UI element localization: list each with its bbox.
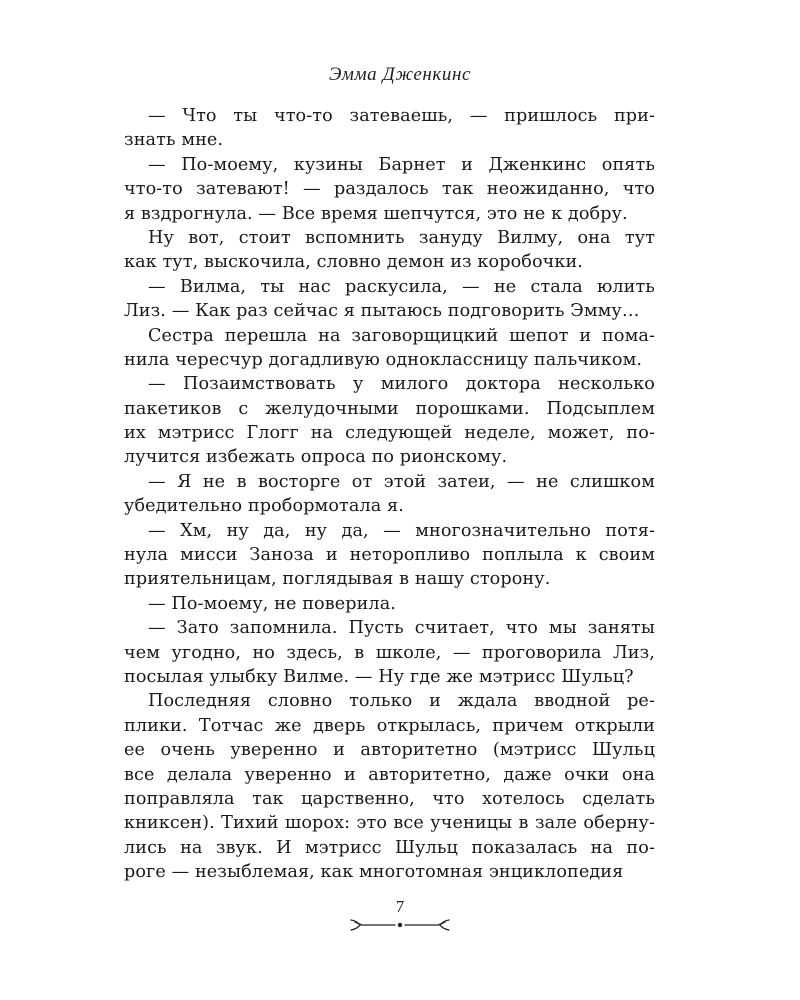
- text-line: я вздрогнула. — Все время шепчутся, это не к добру.: [124, 203, 628, 224]
- body-text: [124, 104, 655, 885]
- text-line: Лиз. — Как раз сейчас я пытаюсь подговорить Эмму…: [124, 301, 640, 322]
- text-line: — Зато запомнила. Пусть считает, что мы заняты: [148, 618, 655, 639]
- text-line: Последняя словно только и ждала вводной ре-: [148, 691, 655, 712]
- text-line: Ну вот, стоит вспомнить зануду Вилму, она тут: [148, 227, 655, 248]
- text-line: пакетиков с желудочными порошками. Подсыплем: [124, 398, 655, 419]
- text-line: — Что ты что-то затеваешь, — пришлось при-: [148, 106, 655, 126]
- text-line: убедительно пробормотала я.: [124, 496, 404, 517]
- vine-rule-icon: [348, 918, 452, 932]
- text-line: поправляла так царственно, что хотелось сделать: [124, 788, 655, 809]
- text-line: — По-моему, не поверила.: [148, 593, 396, 614]
- text-line: как тут, выскочила, словно демон из коробочки.: [124, 252, 584, 273]
- text-line: чем угодно, но здесь, в школе, — проговорила Лиз,: [124, 642, 655, 663]
- text-line: приятельницам, поглядывая в нашу сторону.: [124, 569, 551, 590]
- text-line: нила чересчур догадливую одноклассницу пальчиком.: [124, 349, 643, 370]
- text-line: что-то затевают! — раздалось так неожиданно, что: [124, 179, 655, 200]
- page-footer: [0, 898, 800, 932]
- text-line: книксен). Тихий шорох: это все ученицы в зале оберну-: [124, 813, 655, 834]
- text-line: лучится избежать опроса по рионскому.: [124, 447, 508, 468]
- text-line: — Я не в восторге от этой затеи, — не слишком: [148, 471, 655, 492]
- text-line: — Позаимствовать у милого доктора несколько: [148, 374, 655, 395]
- text-line: все делала уверенно и авторитетно, даже очки она: [124, 764, 655, 785]
- running-head: Эмма Дженкинс: [328, 64, 472, 85]
- text-line: посылая улыбку Вилме. — Ну где же мэтрисс Шульц?: [124, 666, 634, 687]
- text-line: — Хм, ну да, ну да, — многозначительно потя-: [148, 520, 655, 541]
- text-line: плики. Тотчас же дверь открылась, причем открыли: [124, 715, 655, 736]
- text-line: лись на звук. И мэтрисс Шульц показалась на по-: [124, 837, 655, 858]
- text-line: ее очень уверенно и авторитетно (мэтрисс Шульц: [124, 740, 655, 761]
- page-number: 7: [395, 897, 405, 916]
- text-line: нула мисси Заноза и неторопливо поплыла к своим: [124, 545, 655, 566]
- text-line: — Вилма, ты нас раскусила, — не стала юлить: [148, 276, 655, 297]
- text-line: их мэтрисс Глогг на следующей неделе, может, по-: [124, 423, 655, 444]
- text-line: роге — незыблемая, как многотомная энциклопедия: [124, 862, 624, 883]
- text-line: Сестра перешла на заговорщицкий шепот и пома-: [148, 325, 655, 346]
- text-line: знать мне.: [124, 130, 224, 151]
- text-line: — По-моему, кузины Барнет и Дженкинс опять: [148, 154, 655, 175]
